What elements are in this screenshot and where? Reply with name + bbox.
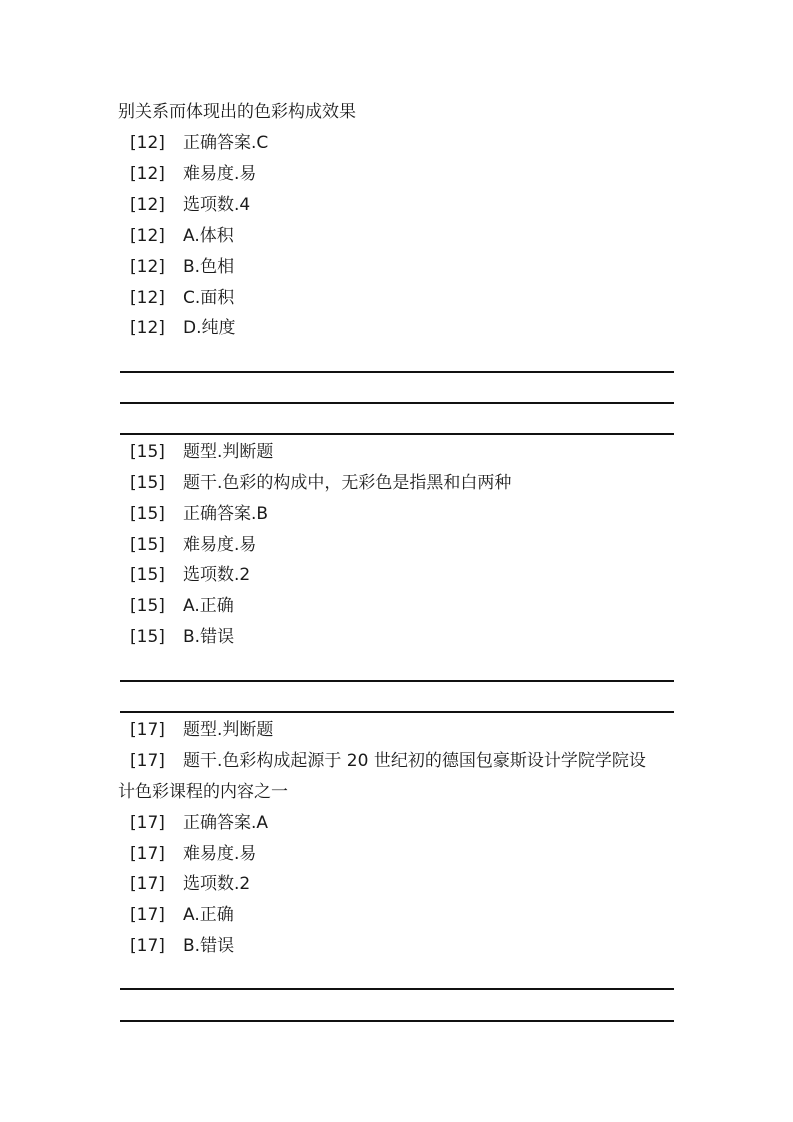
question-number: [17] (130, 936, 165, 956)
option-d: D.纯度 (183, 318, 236, 338)
question-line (118, 934, 674, 958)
question-number: [15] (130, 442, 165, 462)
question-stem-text: 题干.色彩构成起源于 20 世纪初的德国包豪斯设计学院学院设 (183, 751, 646, 771)
divider-rule (120, 433, 674, 435)
question-line (118, 903, 674, 927)
question-number: [12] (130, 164, 165, 184)
question-line (118, 131, 674, 155)
question-continuation (118, 100, 674, 124)
question-number: [15] (130, 504, 165, 524)
question-line (118, 440, 674, 464)
option-count-text: 选项数.4 (183, 195, 251, 215)
option-b: B.色相 (183, 257, 235, 277)
question-line (118, 563, 674, 587)
question-number: [12] (130, 195, 165, 215)
answer-text: 正确答案.A (183, 813, 269, 833)
question-number: [17] (130, 751, 165, 771)
question-number: [17] (130, 905, 165, 925)
question-number: [15] (130, 565, 165, 585)
question-line (118, 255, 674, 279)
option-c: C.面积 (183, 288, 235, 308)
question-line (118, 286, 674, 310)
option-b: B.错误 (183, 936, 235, 956)
option-a: A.正确 (183, 596, 234, 616)
answer-text: 正确答案.B (183, 504, 269, 524)
option-a: A.体积 (183, 226, 234, 246)
question-number: [12] (130, 257, 165, 277)
question-line (118, 224, 674, 248)
question-text: 别关系而体现出的色彩构成效果 (118, 102, 356, 122)
difficulty-text: 难易度.易 (183, 844, 257, 864)
divider-rule (120, 371, 674, 373)
question-number: [12] (130, 288, 165, 308)
difficulty-text: 难易度.易 (183, 164, 257, 184)
question-number: [12] (130, 226, 165, 246)
divider-rule (120, 988, 674, 990)
option-count-text: 选项数.2 (183, 874, 251, 894)
question-line (118, 842, 674, 866)
option-a: A.正确 (183, 905, 234, 925)
option-b: B.错误 (183, 627, 235, 647)
question-stem-text: 题干.色彩的构成中，无彩色是指黑和白两种 (183, 473, 512, 493)
question-number: [17] (130, 720, 165, 740)
question-line (118, 872, 674, 896)
question-number: [15] (130, 627, 165, 647)
question-type-text: 题型.判断题 (183, 720, 274, 740)
question-type-text: 题型.判断题 (183, 442, 274, 462)
question-number: [15] (130, 596, 165, 616)
divider-rule (120, 680, 674, 682)
question-number: [17] (130, 874, 165, 894)
question-line (118, 625, 674, 649)
question-line (118, 533, 674, 557)
question-number: [15] (130, 473, 165, 493)
question-number: [12] (130, 133, 165, 153)
question-line (118, 471, 674, 495)
answer-text: 正确答案.C (183, 133, 269, 153)
question-continuation (118, 780, 674, 804)
divider-rule (120, 1020, 674, 1022)
question-stem-continuation: 计色彩课程的内容之一 (118, 782, 288, 802)
question-number: [12] (130, 318, 165, 338)
question-line (118, 594, 674, 618)
question-line (118, 193, 674, 217)
question-line (118, 316, 674, 340)
question-line (118, 502, 674, 526)
divider-rule (120, 711, 674, 713)
question-line (118, 162, 674, 186)
divider-rule (120, 402, 674, 404)
question-number: [17] (130, 844, 165, 864)
question-line (118, 749, 674, 773)
question-number: [15] (130, 535, 165, 555)
question-number: [17] (130, 813, 165, 833)
question-line (118, 718, 674, 742)
option-count-text: 选项数.2 (183, 565, 251, 585)
question-line (118, 811, 674, 835)
difficulty-text: 难易度.易 (183, 535, 257, 555)
